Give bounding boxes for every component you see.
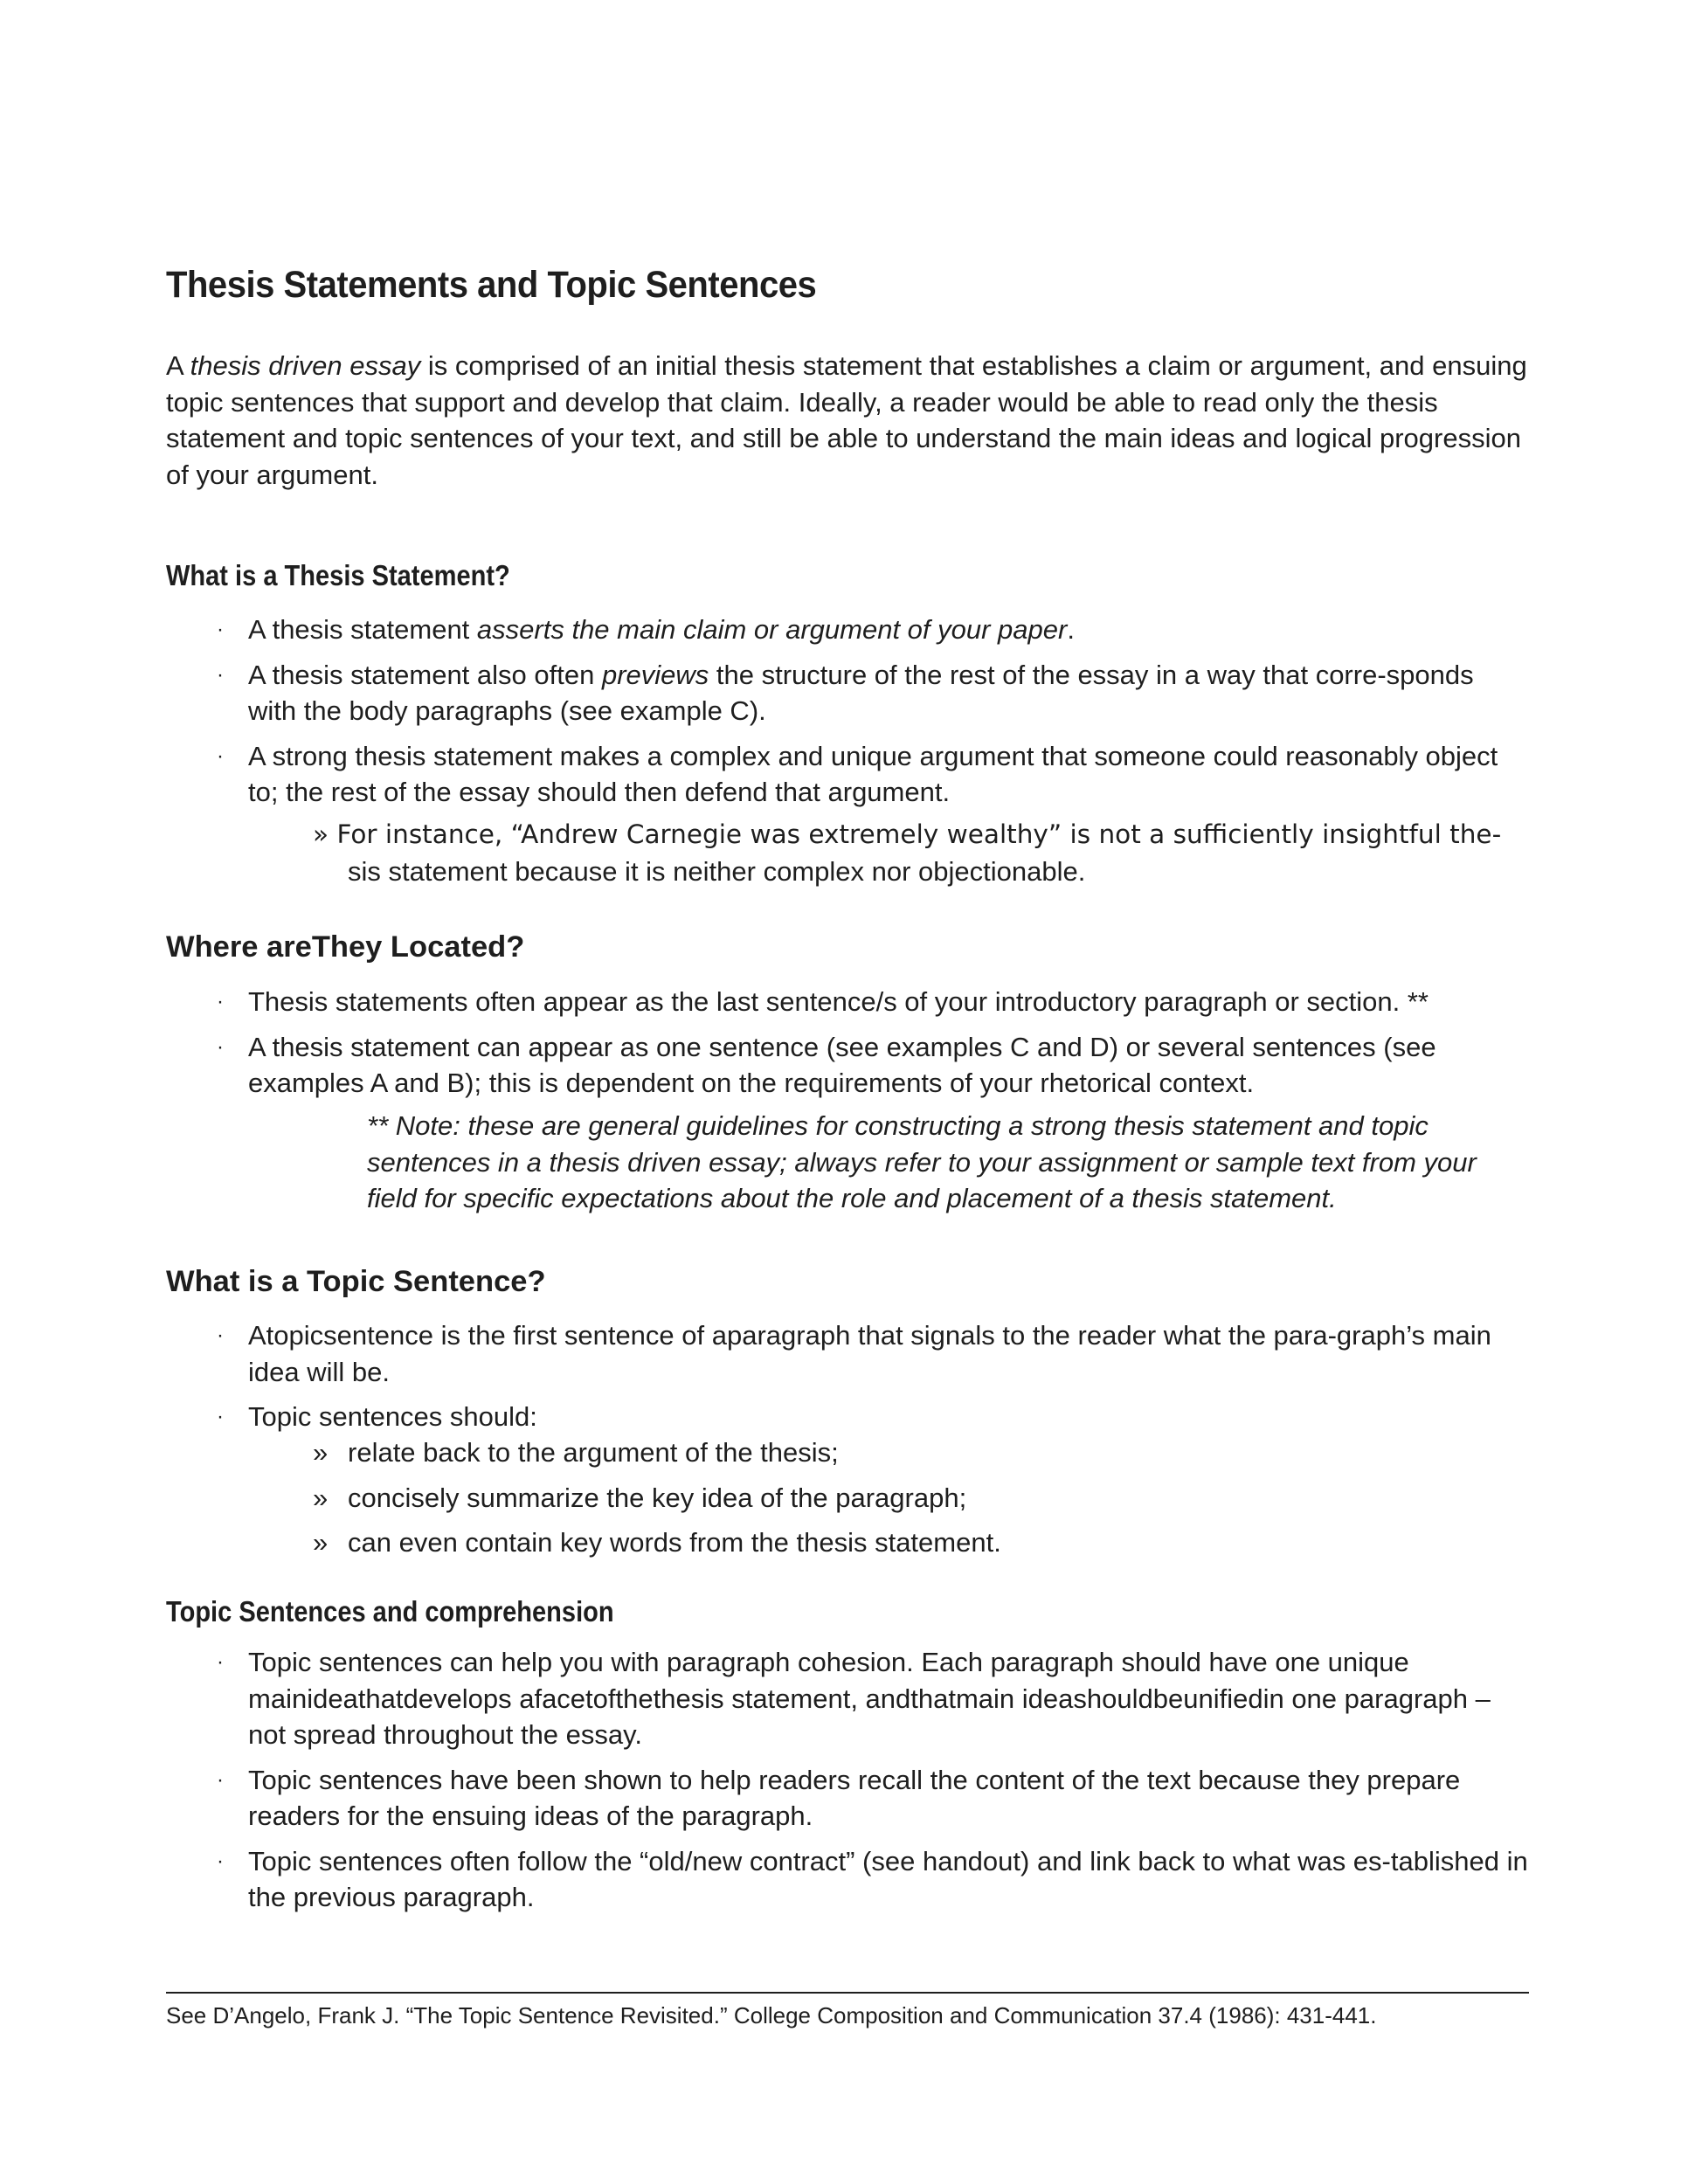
list-item bbox=[166, 738, 1529, 811]
example-text: For instance, “Andrew Carnegie was extremely wealthy” is not a sufficiently insightful the- bbox=[336, 819, 1502, 849]
raquo-icon: » bbox=[313, 1482, 329, 1513]
bullet-text: A thesis statement also often bbox=[248, 659, 602, 690]
footnote-citation: See D’Angelo, Frank J. “The Topic Sentence Revisited.” College Composition and Communication 37.4 (1986): 431-441. bbox=[166, 2002, 1377, 2028]
heading-comprehension: Topic Sentences and comprehension bbox=[166, 1595, 614, 1628]
list-item bbox=[166, 1762, 1529, 1835]
list-item bbox=[166, 1644, 1529, 1753]
footnote-divider bbox=[166, 1992, 1529, 1994]
bullet-text: the structure of the rest of the essay in a way that corre-sponds with the body paragraphs (see example C). bbox=[248, 659, 1474, 726]
thesis-example bbox=[166, 817, 1529, 889]
bullet-icon: · bbox=[217, 618, 224, 641]
intro-lead: A bbox=[166, 350, 190, 381]
bullet-text: . bbox=[1067, 614, 1075, 645]
list-item bbox=[166, 612, 1529, 648]
intro-lead-italic: thesis driven essay bbox=[190, 350, 421, 381]
intro-paragraph bbox=[166, 348, 1529, 493]
heading-topic-sentence: What is a Topic Sentence? bbox=[166, 1265, 546, 1298]
bullet-icon: · bbox=[217, 1849, 224, 1873]
bullet-italic: asserts the main claim or argument of your paper bbox=[476, 614, 1068, 645]
thesis-bullet-list bbox=[166, 612, 1529, 819]
bullet-icon: · bbox=[217, 1767, 224, 1792]
bullet-icon: · bbox=[217, 662, 224, 687]
intro-rest: is comprised of an initial thesis statement that establishes a claim or argument, and ensuing topic sentences that support and develop that claim. Ideally, a reader would be able to read only the thesis statement and topic sentences of your text, and still be able to understand the main ideas and logical progression of your argument. bbox=[166, 350, 1527, 490]
sub-bullet-text: concisely summarize the key idea of the paragraph; bbox=[348, 1482, 967, 1513]
topic-bullet-list bbox=[166, 1317, 1529, 1444]
bullet-text: Topic sentences often follow the “old/new contract” (see handout) and link back to what was es-tablished in the previous paragraph. bbox=[248, 1845, 1528, 1912]
example-line-2: sis statement because it is neither complex nor objectionable. bbox=[348, 855, 1086, 887]
list-item bbox=[166, 984, 1529, 1020]
bullet-text: A thesis statement can appear as one sentence (see examples C and D) or several sentences (see examples A and B); this is dependent on the requirements of your rhetorical context. bbox=[248, 1031, 1436, 1098]
bullet-icon: · bbox=[217, 1324, 224, 1347]
topic-sub-list bbox=[166, 1434, 1529, 1570]
bullet-icon: · bbox=[217, 990, 224, 1013]
list-item bbox=[166, 657, 1529, 729]
heading-thesis-statement: What is a Thesis Statement? bbox=[166, 559, 510, 591]
bullet-icon: · bbox=[217, 1650, 224, 1674]
bullet-text: Topic sentences can help you with paragraph cohesion. Each paragraph should have one unique mainideathatdevelops afacetofthethesis statement, andthatmain ideashouldbeunifiedin one paragraph – not spread throughout the essay. bbox=[248, 1647, 1491, 1750]
sub-bullet-text: can even contain key words from the thesis statement. bbox=[348, 1527, 1001, 1558]
list-item bbox=[166, 1843, 1529, 1916]
bullet-text: Atopicsentence is the first sentence of aparagraph that signals to the reader what the para-graph’s main idea will be. bbox=[248, 1320, 1491, 1387]
list-item bbox=[166, 1317, 1529, 1390]
location-bullet-list bbox=[166, 984, 1529, 1110]
bullet-icon: · bbox=[217, 1034, 224, 1059]
page-title: Thesis Statements and Topic Sentences bbox=[166, 264, 817, 306]
bullet-text: Thesis statements often appear as the last sentence/s of your introductory paragraph or section. ** bbox=[248, 986, 1429, 1017]
list-item bbox=[166, 1480, 1529, 1517]
list-item bbox=[166, 1524, 1529, 1561]
list-item bbox=[166, 1029, 1529, 1102]
raquo-icon: » bbox=[313, 819, 329, 849]
bullet-italic: previews bbox=[601, 659, 709, 690]
bullet-text: Topic sentences have been shown to help readers recall the content of the text because they prepare readers for the ensuing ideas of the paragraph. bbox=[248, 1764, 1461, 1831]
example-line-1 bbox=[166, 817, 1529, 854]
raquo-icon: » bbox=[313, 1527, 329, 1558]
bullet-text: A strong thesis statement makes a complex and unique argument that someone could reasonably object to; the rest of the essay should then defend that argument. bbox=[248, 740, 1498, 807]
raquo-icon: » bbox=[313, 1437, 329, 1468]
list-item bbox=[166, 1399, 1529, 1435]
sub-bullet-text: relate back to the argument of the thesis; bbox=[348, 1437, 839, 1468]
comprehension-bullet-list bbox=[166, 1644, 1529, 1925]
heading-location: Where areThey Located? bbox=[166, 930, 525, 964]
bullet-icon: · bbox=[217, 743, 224, 768]
bullet-icon: · bbox=[217, 1405, 224, 1428]
bullet-text: A thesis statement bbox=[248, 614, 477, 645]
list-item bbox=[166, 1434, 1529, 1471]
bullet-text: Topic sentences should: bbox=[248, 1401, 537, 1432]
location-note: ** Note: these are general guidelines for constructing a strong thesis statement and topic sentences in a thesis driven essay; always refer to your assignment or sample text from your field for specific expectations about the role and placement of a thesis statement. bbox=[367, 1110, 1477, 1213]
